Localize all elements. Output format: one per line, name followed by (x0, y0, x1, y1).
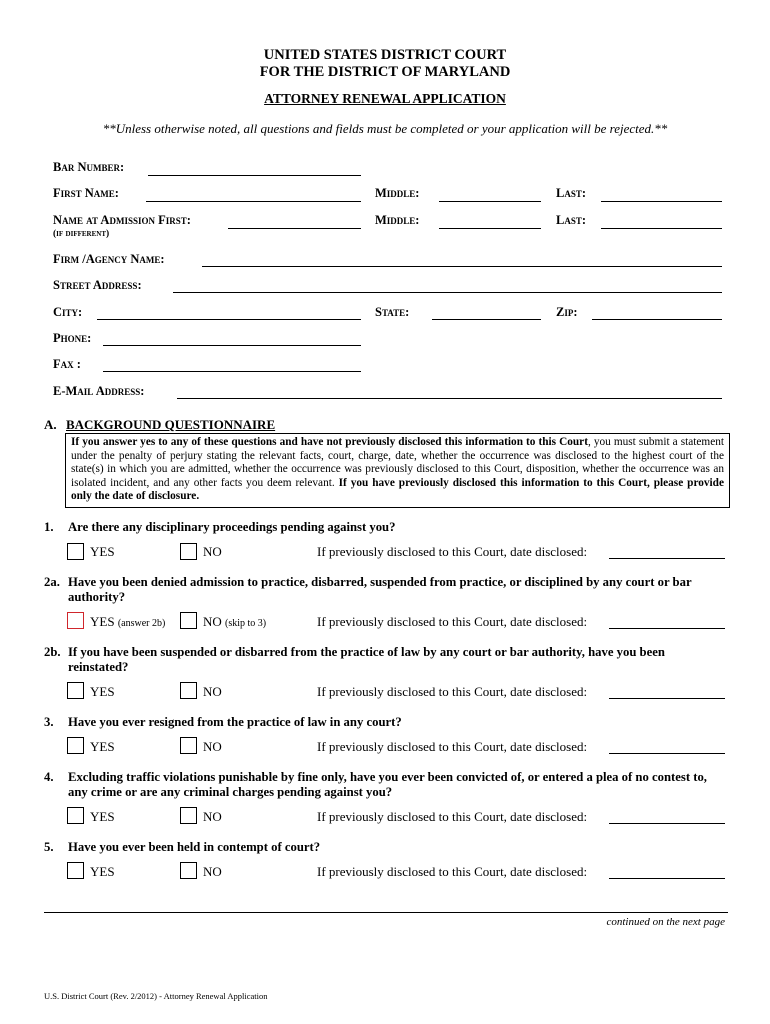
form-title: ATTORNEY RENEWAL APPLICATION (264, 91, 506, 106)
question-number: 1. (44, 520, 54, 534)
q2a-date-label: If previously disclosed to this Court, date disclosed: (317, 614, 588, 629)
fax-input[interactable] (103, 357, 361, 372)
q2b-no-checkbox[interactable] (180, 682, 197, 699)
completion-notice: **Unless otherwise noted, all questions and fields must be completed or your application will be rejected.** (102, 121, 668, 136)
name-at-admission-label: Name at Admission First: (53, 213, 191, 227)
q2a-no-label: NO (skip to 3) (203, 614, 267, 629)
q1-no-label: NO (203, 544, 222, 559)
question-text: Have you been denied admission to practice, disbarred, suspended from practice, or disciplined by any court or bar authority? (68, 575, 692, 604)
question-text: If you have been suspended or disbarred from the practice of law by any court or bar authority, have you been reinstated? (68, 645, 665, 674)
q3-date-label: If previously disclosed to this Court, date disclosed: (317, 739, 588, 754)
q4-yes-checkbox[interactable] (67, 807, 84, 824)
continued-note: continued on the next page (606, 916, 725, 928)
page-footer: U.S. District Court (Rev. 2/2012) - Attorney Renewal Application (44, 991, 268, 1001)
middle-name-input[interactable] (439, 187, 541, 202)
q1-no-checkbox[interactable] (180, 543, 197, 560)
q5-no-label: NO (203, 864, 222, 879)
first-name-input[interactable] (146, 187, 361, 202)
last-name-label: Last: (556, 186, 587, 200)
bar-number-label: Bar Number: (53, 160, 125, 174)
zip-label: Zip: (556, 305, 578, 319)
firm-agency-input[interactable] (202, 252, 722, 267)
question-number: 3. (44, 715, 54, 729)
question-text: Have you ever been held in contempt of court? (68, 840, 321, 854)
admission-last-input[interactable] (601, 214, 722, 229)
firm-agency-label: Firm /Agency Name: (53, 252, 165, 266)
q2b-yes-label: YES (90, 684, 115, 699)
question-text: Are there any disciplinary proceedings pending against you? (68, 520, 396, 534)
fax-label: Fax : (53, 357, 81, 371)
page-divider (44, 912, 728, 913)
street-address-label: Street Address: (53, 278, 142, 292)
bar-number-input[interactable] (148, 161, 361, 176)
court-name: UNITED STATES DISTRICT COURT (263, 47, 507, 63)
if-different-note: (if different) (53, 229, 110, 239)
last-name-input[interactable] (601, 187, 722, 202)
admission-middle-label: Middle: (375, 213, 420, 227)
q1-yes-checkbox[interactable] (67, 543, 84, 560)
q3-no-label: NO (203, 739, 222, 754)
admission-middle-input[interactable] (439, 214, 541, 229)
q2b-yes-checkbox[interactable] (67, 682, 84, 699)
q1-date-input[interactable] (609, 544, 725, 559)
question-number: 2a. (44, 575, 60, 589)
q4-yes-label: YES (90, 809, 115, 824)
q2b-no-label: NO (203, 684, 222, 699)
zip-input[interactable] (592, 305, 722, 320)
q3-no-checkbox[interactable] (180, 737, 197, 754)
middle-name-label: Middle: (375, 186, 420, 200)
admission-first-name-input[interactable] (228, 214, 361, 229)
question-number: 4. (44, 770, 54, 784)
city-input[interactable] (97, 305, 361, 320)
q4-date-input[interactable] (609, 809, 725, 824)
state-input[interactable] (432, 305, 541, 320)
admission-last-label: Last: (556, 213, 587, 227)
q2a-yes-label: YES (answer 2b) (90, 614, 166, 629)
phone-label: Phone: (53, 331, 92, 345)
email-label: E-Mail Address: (53, 384, 145, 398)
q2a-no-checkbox[interactable] (180, 612, 197, 629)
q1-date-label: If previously disclosed to this Court, date disclosed: (317, 544, 588, 559)
city-label: City: (53, 305, 83, 319)
q5-date-label: If previously disclosed to this Court, date disclosed: (317, 864, 588, 879)
question-text: Have you ever resigned from the practice of law in any court? (68, 715, 402, 729)
question-number: 2b. (44, 645, 61, 659)
question-number: 5. (44, 840, 54, 854)
q2a-yes-checkbox[interactable] (67, 612, 84, 629)
email-input[interactable] (177, 384, 722, 399)
q3-yes-label: YES (90, 739, 115, 754)
q4-date-label: If previously disclosed to this Court, date disclosed: (317, 809, 588, 824)
q4-no-checkbox[interactable] (180, 807, 197, 824)
q5-date-input[interactable] (609, 864, 725, 879)
q2b-date-label: If previously disclosed to this Court, date disclosed: (317, 684, 588, 699)
question-text: Excluding traffic violations punishable by fine only, have you ever been convicted of, or entered a plea of no contest to, any crime or are any criminal charges pending against you? (68, 770, 707, 799)
q4-no-label: NO (203, 809, 222, 824)
q5-yes-checkbox[interactable] (67, 862, 84, 879)
q5-no-checkbox[interactable] (180, 862, 197, 879)
q3-date-input[interactable] (609, 739, 725, 754)
first-name-label: First Name: (53, 186, 119, 200)
disclosure-instructions-box: If you answer yes to any of these questions and have not previously disclosed this information to this Court, you must submit a statement under the penalty of perjury stating the relevant facts, court, charge, date, whether the occurrence was disclosed to the highest court of the state(s) in which you are admitted, whether the occurrence was previously disclosed to this Court, disposition, whether the occurrence was an isolated incident, and any other facts you deem relevant. If you have previously disclosed this information to this Court, please provide only the date of disclosure. (65, 433, 730, 508)
q3-yes-checkbox[interactable] (67, 737, 84, 754)
q5-yes-label: YES (90, 864, 115, 879)
court-district: FOR THE DISTRICT OF MARYLAND (259, 64, 511, 80)
q1-yes-label: YES (90, 544, 115, 559)
section-a-heading: A. BACKGROUND QUESTIONNAIRE (44, 417, 276, 432)
street-address-input[interactable] (173, 278, 722, 293)
q2b-date-input[interactable] (609, 684, 725, 699)
q2a-date-input[interactable] (609, 614, 725, 629)
state-label: State: (375, 305, 410, 319)
phone-input[interactable] (103, 331, 361, 346)
